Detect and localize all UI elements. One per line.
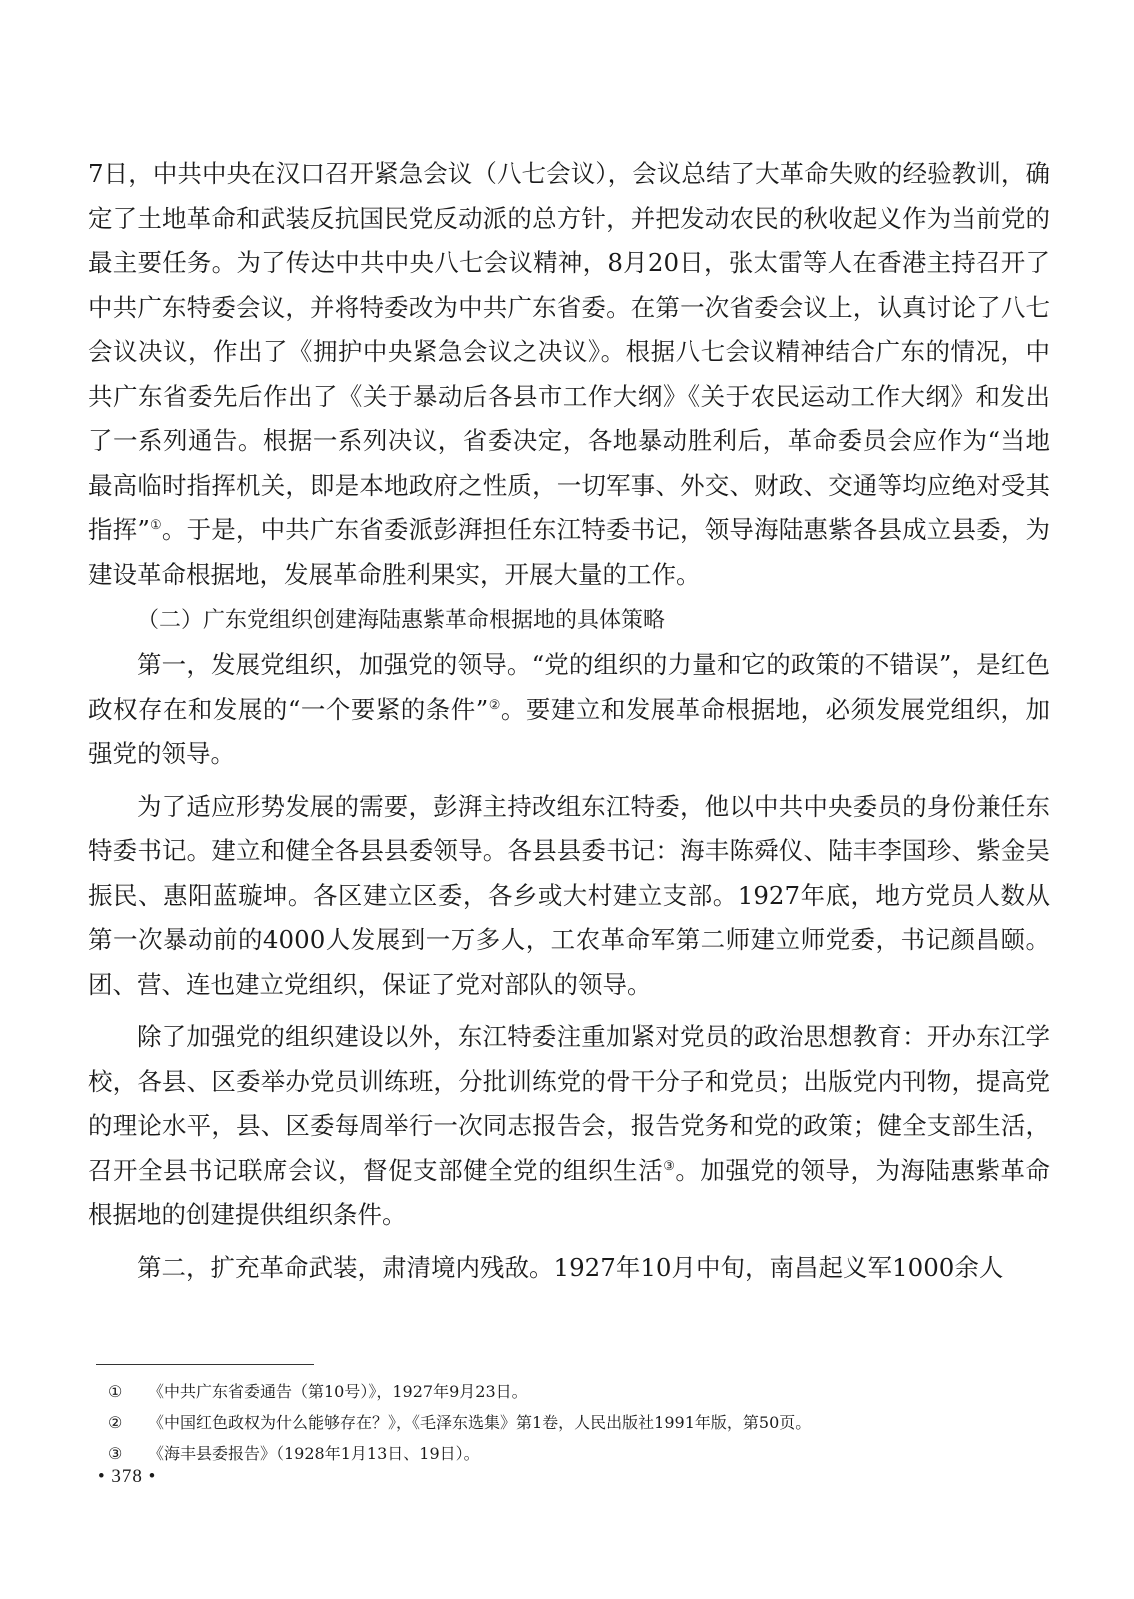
paragraph [88, 1015, 1050, 1238]
paragraph-text: 。加强党的领导，为海陆惠紫革命根据地的创建提供组织条件。 [88, 1155, 1051, 1229]
paragraph: 第二，扩充革命武装，肃清境内残敌。1927年10月中旬，南昌起义军1000余人 [137, 1252, 1004, 1282]
footnote-mark: ② [108, 1413, 123, 1432]
paragraph-text: 除了加强党的组织建设以外，东江特委注重加紧对党员的政治思想教育：开办东江学校，各县、区委举办党员训练班，分批训练党的骨干分子和党员；出版党内刊物，提高党的理论水平，县、区委每周举行一次同志报告会，报告党务和党的政策；健全支部生活，召开全县书记联席会议，督促支部健全党的组织生活 [88, 1022, 1050, 1185]
footnote-ref-2: ② [488, 697, 501, 713]
page-number: • 378 • [98, 1466, 157, 1487]
footnote-text: 《中共广东省委通告（第10号）》，1927年9月23日。 [148, 1382, 528, 1401]
footnote-ref-1: ① [149, 517, 162, 533]
paragraph-text: 。于是，中共广东省委派彭湃担任东江特委书记，领导海陆惠紫各县成立县委，为建设革命根据地，发展革命胜利果实，开展大量的工作。 [88, 515, 1051, 589]
footnotes [108, 1376, 1028, 1469]
footnote-mark: ① [108, 1382, 123, 1401]
footnote-divider [96, 1364, 314, 1365]
footnote-ref-3: ③ [663, 1158, 676, 1174]
paragraph-text: 7日，中共中央在汉口召开紧急会议（八七会议），会议总结了大革命失败的经验教训，确定了土地革命和武装反抗国民党反动派的总方针，并把发动农民的秋收起义作为当前党的最主要任务。为了传达中共中央八七会议精神，8月20日，张太雷等人在香港主持召开了中共广东特委会议，并将特委改为中共广东省委。在第一次省委会议上，认真讨论了八七会议决议，作出了《拥护中央紧急会议之决议》。根据八七会议精神结合广东的情况，中共广东省委先后作出了《关于暴动后各县市工作大纲》《关于农民运动工作大纲》和发出了一系列通告。根据一系列决议，省委决定，各地暴动胜利后，革命委员会应作为“当地最高临时指挥机关，即是本地政府之性质，一切军事、外交、财政、交通等均应绝对受其指挥” [88, 159, 1050, 544]
footnote-1 [108, 1376, 1028, 1407]
footnote-mark: ③ [108, 1444, 123, 1463]
paragraph-continuation [88, 152, 1050, 597]
body-text [88, 152, 1050, 1290]
paragraph [88, 643, 1050, 777]
paragraph-text: 。要建立和发展革命根据地，必须发展党组织，加强党的领导。 [88, 694, 1051, 768]
footnote-text: 《海丰县委报告》（1928年1月13日、19日）。 [148, 1444, 480, 1463]
footnote-3 [108, 1438, 1028, 1469]
footnote-2 [108, 1407, 1028, 1438]
paragraph: 为了适应形势发展的需要，彭湃主持改组东江特委，他以中共中央委员的身份兼任东特委书记。建立和健全各县县委领导。各县县委书记：海丰陈舜仪、陆丰李国珍、紫金吴振民、惠阳蓝璇坤。各区建立区委，各乡或大村建立支部。1927年底，地方党员人数从第一次暴动前的4000人发展到一万多人，工农革命军第二师建立师党委，书记颜昌颐。团、营、连也建立党组织，保证了党对部队的领导。 [88, 791, 1050, 999]
section-heading: （二）广东党组织创建海陆惠紫革命根据地的具体策略 [137, 608, 666, 633]
footnote-text: 《中国红色政权为什么能够存在？》，《毛泽东选集》第1卷，人民出版社1991年版，第50页。 [148, 1413, 812, 1432]
paragraph-text: 第一，发展党组织，加强党的领导。“党的组织的力量和它的政策的不错误”，是红色政权存在和发展的“一个要紧的条件” [88, 650, 1050, 724]
